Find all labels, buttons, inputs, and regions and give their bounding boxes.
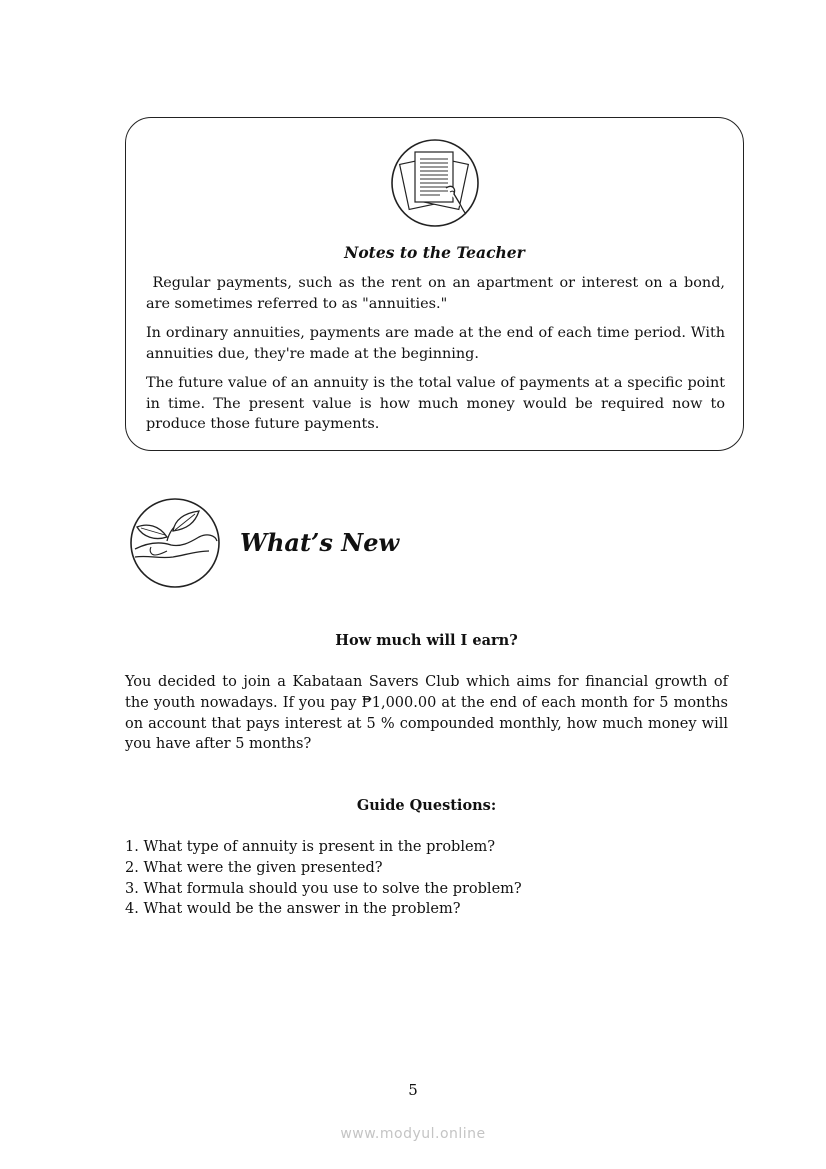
watermark: www.modyul.online <box>340 1126 486 1142</box>
guide-question: 3. What formula should you use to solve the problem? <box>125 880 522 897</box>
notes-title: Notes to the Teacher <box>344 243 525 262</box>
guide-question: 2. What were the given presented? <box>125 859 383 876</box>
problem-heading: How much will I earn? <box>335 632 518 649</box>
problem-text: You decided to join a Kabataan Savers Club which aims for financial growth of the youth nowadays. If you pay ₱1,000.00 at the end of each month for 5 months on account that pays interest at 5 % compounded monthly, how much money will you have after 5 months? <box>125 674 728 753</box>
notes-paragraph: Regular payments, such as the rent on an apartment or interest on a bond, are sometimes referred to as "annuities." <box>146 275 730 312</box>
whats-new-title: What’s New <box>240 528 400 557</box>
plant-in-hand-icon <box>129 497 221 589</box>
guide-question: 1. What type of annuity is present in the problem? <box>125 839 496 855</box>
page-number: 5 <box>408 1081 418 1099</box>
notes-paragraph: The future value of an annuity is the total value of payments at a specific point in time. The present value is how much money would be required now to produce those future payments. <box>146 375 725 432</box>
notes-body <box>146 273 730 444</box>
guide-questions-list <box>125 837 728 920</box>
guide-question: 4. What would be the answer in the problem? <box>125 901 461 918</box>
notes-to-teacher-box <box>125 117 744 451</box>
notes-paragraph: In ordinary annuities, payments are made at the end of each time period. With annuities due, they're made at the beginning. <box>146 325 725 362</box>
papers-in-hand-icon <box>390 138 480 228</box>
guide-questions-heading: Guide Questions: <box>356 797 497 814</box>
